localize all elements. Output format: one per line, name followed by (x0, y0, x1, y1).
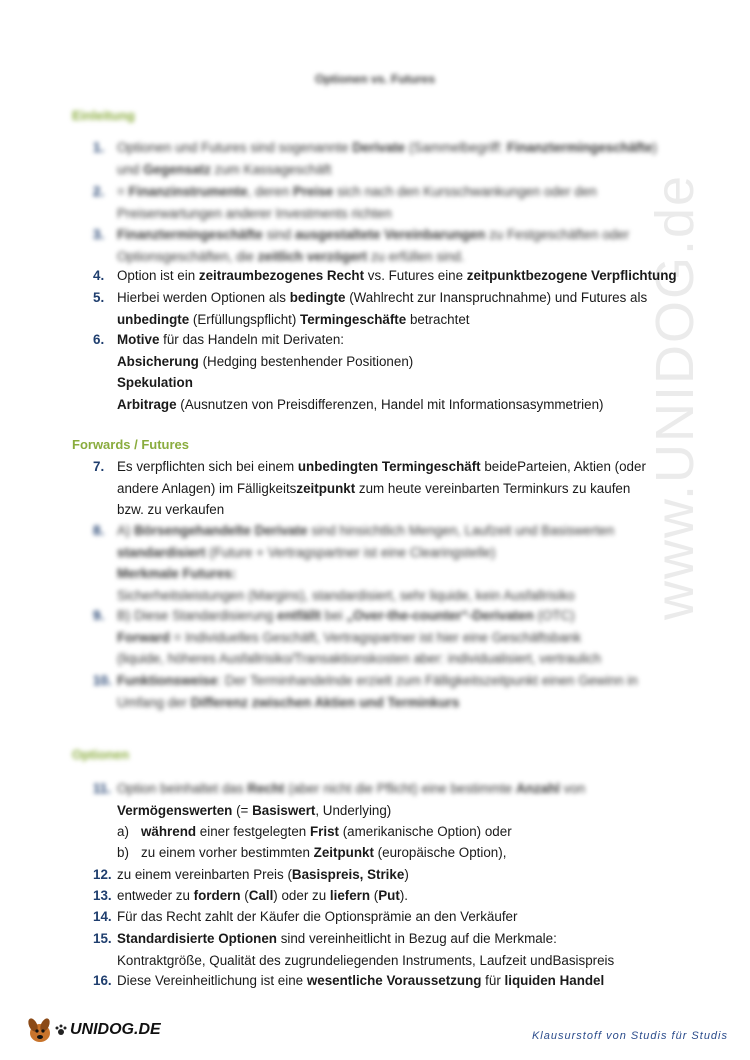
item-number: 14. (93, 909, 112, 924)
item-number: 13. (93, 888, 112, 903)
item-number: 16. (93, 973, 112, 988)
item-number: 15. (93, 931, 112, 946)
list-item-16: 16. Diese Vereinheitlichung ist eine wesentliche Voraussetzung für liquiden Handel (93, 970, 693, 992)
item-number: 3. (93, 227, 105, 242)
sub-item-a: a) während einer festgelegten Frist (amerikanische Option) oder (117, 824, 512, 839)
item-number: 1. (93, 140, 105, 155)
list-item-4: 4. Option ist ein zeitraumbezogenes Recht vs. Futures eine zeitpunktbezogene Verpflichtung (93, 265, 693, 287)
list-item-6: 6. Motive für das Handeln mit Derivaten: Absicherung (Hedging bestenhender Positionen) Spekulation Arbitrage (Ausnutzen von Preisdifferenzen, Handel mit Informationsasymmetrien) (93, 329, 693, 415)
list-item-13: 13. entweder zu fordern (Call) oder zu liefern (Put). (93, 885, 693, 907)
item-number: 7. (93, 459, 105, 474)
list-item-5: 5. Hierbei werden Optionen als bedingte (Wahlrecht zur Inanspruchnahme) und Futures als unbedingte (Erfüllungspflicht) Termingeschäfte betrachtet (93, 287, 693, 330)
section-heading-optionen: Optionen (72, 747, 130, 762)
item-number: 10. (93, 673, 112, 688)
dog-icon (24, 1015, 54, 1045)
unidog-logo (24, 1012, 161, 1048)
section-heading-einleitung: Einleitung (72, 108, 135, 123)
item-number: 5. (93, 290, 105, 305)
list-item-7: 7. Es verpflichten sich bei einem unbedingten Termingeschäft beideParteien, Aktien (oder andere Anlagen) im Fälligkeitszeitpunkt zum heute vereinbarten Terminkurs zu kaufen bzw. zu verkaufen (93, 456, 693, 521)
page-title: Optionen vs. Futures (314, 72, 435, 86)
section-heading-forwards: Forwards / Futures (72, 437, 190, 452)
watermark: www.UNIDOG.de (645, 173, 705, 620)
list-item-8: 8. A) Börsengehandelte Derivate sind hinsichtlich Mengen, Laufzeit und Basiswerten standardisiert (Future + Vertragspartner ist eine Clearingstelle) Merkmale Futures: Sicherheitsleistungen (Margins), standardisiert, sehr liquide, kein Ausfallrisiko (93, 520, 693, 606)
sub-item-b: b) zu einem vorher bestimmten Zeitpunkt (europäische Option), (117, 845, 507, 860)
list-item-14: 14. Für das Recht zahlt der Käufer die Optionsprämie an den Verkäufer (93, 906, 693, 928)
list-item-3: 3. Finanztermingeschäfte sind ausgestaltete Vereinbarungen zu Festgeschäften oder Optionsgeschäften, die zeitlich verzögert zu erfüllen sind. (93, 224, 693, 267)
item-number: 4. (93, 268, 105, 283)
list-item-11: 11. Option beinhaltet das Recht (aber nicht die Pflicht) eine bestimmte Anzahl von Vermögenswerten (= Basiswert, Underlying) (93, 778, 693, 821)
paw-icon (54, 1023, 68, 1037)
item-number: 12. (93, 867, 112, 882)
list-item-1: 1. Optionen und Futures sind sogenannte Derivate (Sammelbegriff: Finanztermingeschäfte) und Gegensatz zum Kassageschäft (93, 137, 693, 180)
list-item-12: 12. zu einem vereinbarten Preis (Basispreis, Strike) (93, 864, 693, 886)
item-number: 9. (93, 608, 105, 623)
list-item-2: 2. = Finanzinstrumente, deren Preise sich nach den Kursschwankungen oder den Preiserwartungen anderer Investments richten (93, 181, 693, 224)
item-number: 8. (93, 523, 105, 538)
list-item-9: 9. B) Diese Standardisierung entfällt bei „Over-the-counter“-Derivaten (OTC) Forward = Individuelles Geschäft, Vertragspartner ist hier eine Geschäftsbank (liquide, höheres Ausfallrisiko/Transaktionskosten aber: individualisiert, vertraulich (93, 605, 693, 670)
logo-text: UNIDOG.DE (70, 1021, 161, 1038)
list-item-10: 10. Funktionsweise: Der Terminhandelnde erzielt zum Fälligkeitszeitpunkt einen Gewinn in Umfang der Differenz zwischen Aktien und Terminkurs (93, 670, 693, 713)
list-item-15: 15. Standardisierte Optionen sind vereinheitlicht in Bezug auf die Merkmale: Kontraktgröße, Qualität des zugrundeliegenden Instruments, Laufzeit undBasispreis (93, 928, 693, 971)
item-number: 2. (93, 184, 105, 199)
item-number: 11. (93, 781, 111, 796)
footer-tagline: Klausurstoff von Studis für Studis (531, 1030, 728, 1042)
item-number: 6. (93, 332, 105, 347)
